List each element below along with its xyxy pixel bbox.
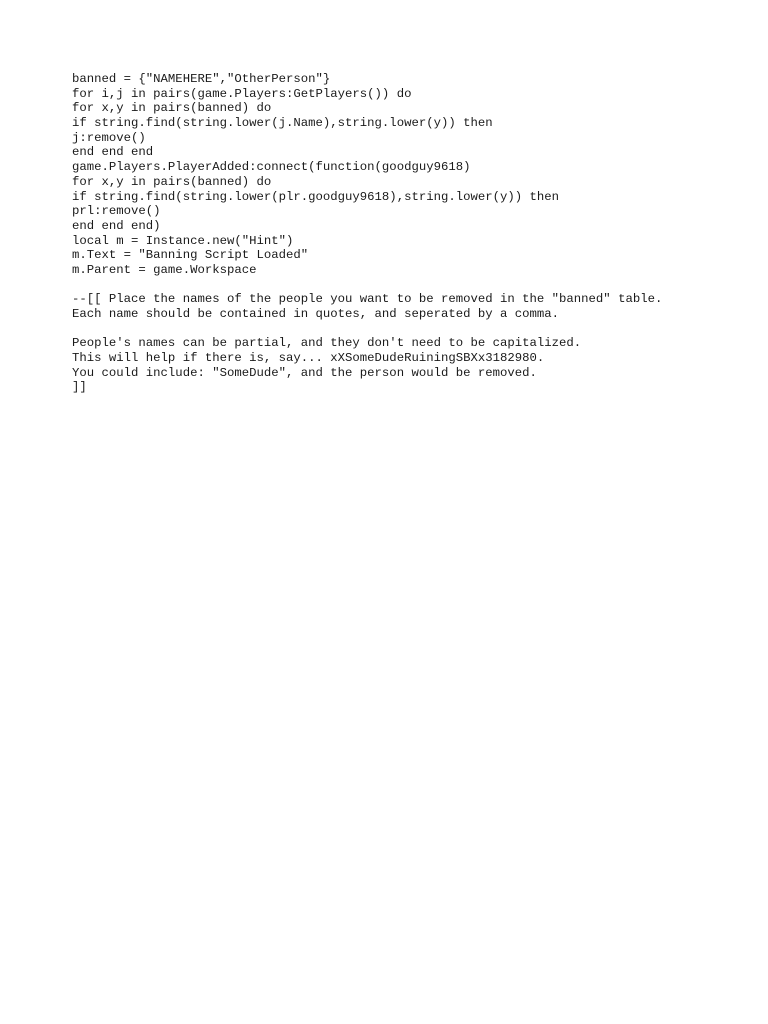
text-line: if string.find(string.lower(j.Name),string.lower(y)) then bbox=[72, 116, 493, 131]
text-line: local m = Instance.new("Hint") bbox=[72, 233, 294, 248]
text-line: People's names can be partial, and they don't need to be capitalized. bbox=[72, 336, 582, 351]
text-line: end end end) bbox=[72, 218, 161, 233]
text-line: end end end bbox=[72, 145, 154, 160]
text-line: ]] bbox=[72, 380, 87, 395]
text-line: Each name should be contained in quotes, and seperated by a comma. bbox=[72, 307, 560, 321]
script-text-block bbox=[72, 72, 662, 395]
text-line: for i,j in pairs(game.Players:GetPlayers()) do bbox=[72, 86, 412, 101]
text-line: prl:remove() bbox=[72, 204, 161, 219]
text-line: banned = {"NAMEHERE","OtherPerson"} bbox=[72, 72, 331, 86]
text-line: for x,y in pairs(banned) do bbox=[72, 174, 272, 189]
text-line: m.Text = "Banning Script Loaded" bbox=[72, 248, 309, 263]
text-line: j:remove() bbox=[72, 130, 146, 145]
text-line: game.Players.PlayerAdded:connect(function(goodguy9618) bbox=[72, 160, 471, 175]
blank-line bbox=[72, 322, 662, 337]
text-line: You could include: "SomeDude", and the person would be removed. bbox=[72, 365, 537, 380]
text-line: m.Parent = game.Workspace bbox=[72, 262, 257, 277]
text-line: --[[ Place the names of the people you want to be removed in the "banned" table. bbox=[72, 292, 663, 307]
blank-line bbox=[72, 278, 662, 293]
text-line: This will help if there is, say... xXSomeDudeRuiningSBXx3182980. bbox=[72, 351, 545, 366]
text-line: for x,y in pairs(banned) do bbox=[72, 101, 272, 116]
text-line: if string.find(string.lower(plr.goodguy9618),string.lower(y)) then bbox=[72, 189, 560, 204]
